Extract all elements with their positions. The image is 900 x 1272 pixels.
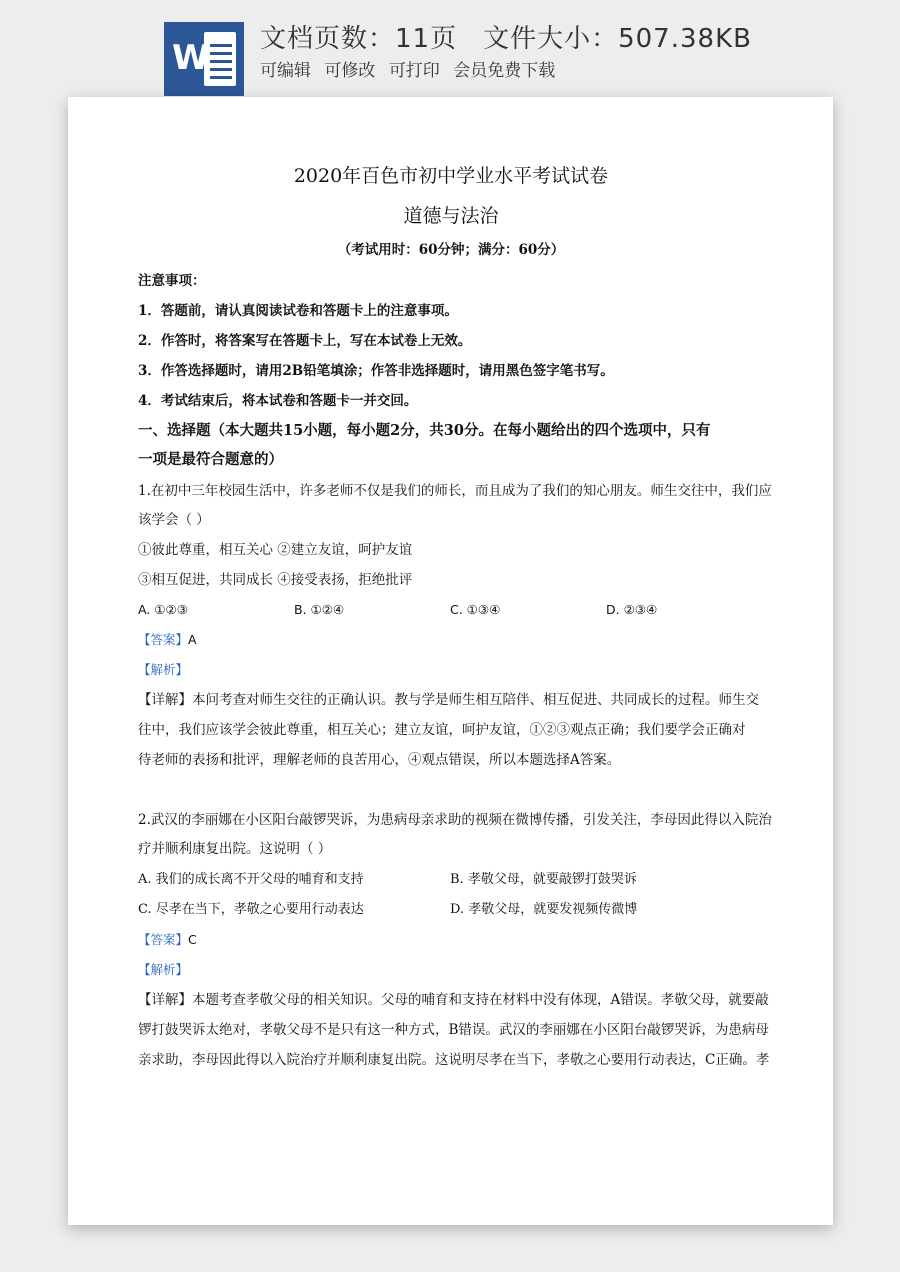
answer-tag: 【答案】 (138, 932, 189, 947)
question-1-stem-cont: 该学会（ ） (138, 512, 210, 528)
question-2-option-a: A. 我们的成长离不开父母的哺育和支持 (138, 872, 364, 887)
download-banner (0, 0, 900, 100)
exam-duration-info: （考试用时：60分钟；满分：60分） (337, 242, 565, 258)
question-2-option-c: C. 尽孝在当下，孝敬之心要用行动表达 (138, 902, 364, 917)
feature-modifiable: 可修改 (324, 61, 376, 81)
note-item: 2．作答时，将答案写在答题卡上，写在本试卷上无效。 (138, 333, 472, 349)
question-1-option-b: B. ①②④ (294, 602, 345, 617)
question-1-analysis (138, 660, 188, 680)
note-item: 1．答题前，请认真阅读试卷和答题卡上的注意事项。 (138, 303, 458, 319)
document-page (68, 97, 833, 1225)
file-size: 文件大小：507.38KB (483, 24, 752, 54)
page-count: 文档页数：11页 (260, 24, 458, 54)
notes-heading: 注意事项： (138, 273, 206, 289)
section-heading-cont: 一项是最符合题意的） (138, 451, 283, 468)
question-2-stem-cont: 疗并顺利康复出院。这说明（ ） (138, 841, 332, 857)
answer-value: A (188, 632, 197, 647)
question-2-option-d: D. 孝敬父母，就要发视频传微博 (450, 902, 638, 917)
question-1-option-d: D. ②③④ (606, 602, 658, 617)
note-item: 3．作答选择题时，请用2B铅笔填涂；作答非选择题时，请用黑色签字笔书写。 (138, 363, 614, 379)
question-1-statements: ①彼此尊重，相互关心 ②建立友谊，呵护友谊 (138, 542, 413, 558)
question-1-answer (138, 630, 197, 650)
question-1-detail-cont: 往中，我们应该学会彼此尊重，相互关心；建立友谊，呵护友谊，①②③观点正确；我们要学会正确对 (138, 722, 746, 738)
detail-text: 本题考查孝敬父母的相关知识。父母的哺育和支持在材料中没有体现，A错误。孝敬父母，就要敲 (192, 992, 769, 1008)
question-1-detail (138, 690, 759, 710)
answer-value: C (188, 932, 197, 947)
word-icon-letter: W (172, 38, 210, 78)
question-2-detail (138, 990, 769, 1010)
question-2-detail-cont: 亲求助，李母因此得以入院治疗并顺利康复出院。这说明尽孝在当下，孝敬之心要用行动表达，C正确。孝 (138, 1052, 770, 1068)
detail-tag: 【详解】 (138, 992, 192, 1008)
note-item: 4．考试结束后，将本试卷和答题卡一并交回。 (138, 393, 418, 409)
exam-subject: 道德与法治 (403, 205, 499, 227)
analysis-tag: 【解析】 (138, 662, 189, 677)
feature-list (260, 56, 563, 81)
section-heading: 一、选择题（本大题共15小题，每小题2分，共30分。在每小题给出的四个选项中，只有 (138, 422, 711, 439)
question-1-stem: 1.在初中三年校园生活中，许多老师不仅是我们的师长，而且成为了我们的知心朋友。师生交往中，我们应 (138, 483, 772, 499)
question-1-option-a: A. ①②③ (138, 602, 188, 617)
question-1-option-c: C. ①③④ (450, 602, 501, 617)
analysis-tag: 【解析】 (138, 962, 189, 977)
exam-title: 2020年百色市初中学业水平考试试卷 (293, 165, 609, 187)
question-1-statements: ③相互促进，共同成长 ④接受表扬，拒绝批评 (138, 572, 413, 588)
feature-printable: 可打印 (388, 61, 440, 81)
answer-tag: 【答案】 (138, 632, 189, 647)
question-2-answer (138, 930, 197, 950)
feature-editable: 可编辑 (260, 61, 311, 81)
question-2-analysis (138, 960, 188, 980)
feature-member-download[interactable]: 会员免费下载 (453, 61, 556, 81)
detail-text: 本问考查对师生交往的正确认识。教与学是师生相互陪伴、相互促进、共同成长的过程。师生交 (192, 692, 759, 708)
question-2-option-b: B. 孝敬父母，就要敲锣打鼓哭诉 (450, 872, 637, 887)
word-document-icon (164, 22, 244, 96)
file-info (260, 18, 752, 55)
detail-tag: 【详解】 (138, 692, 192, 708)
question-2-stem: 2.武汉的李丽娜在小区阳台敲锣哭诉，为患病母亲求助的视频在微博传播，引发关注，李母因此得以入院治 (138, 812, 772, 828)
question-1-detail-cont: 待老师的表扬和批评，理解老师的良苦用心，④观点错误，所以本题选择A答案。 (138, 752, 621, 768)
question-2-detail-cont: 锣打鼓哭诉太绝对，孝敬父母不是只有这一种方式，B错误。武汉的李丽娜在小区阳台敲锣哭诉，为患病母 (138, 1022, 769, 1038)
